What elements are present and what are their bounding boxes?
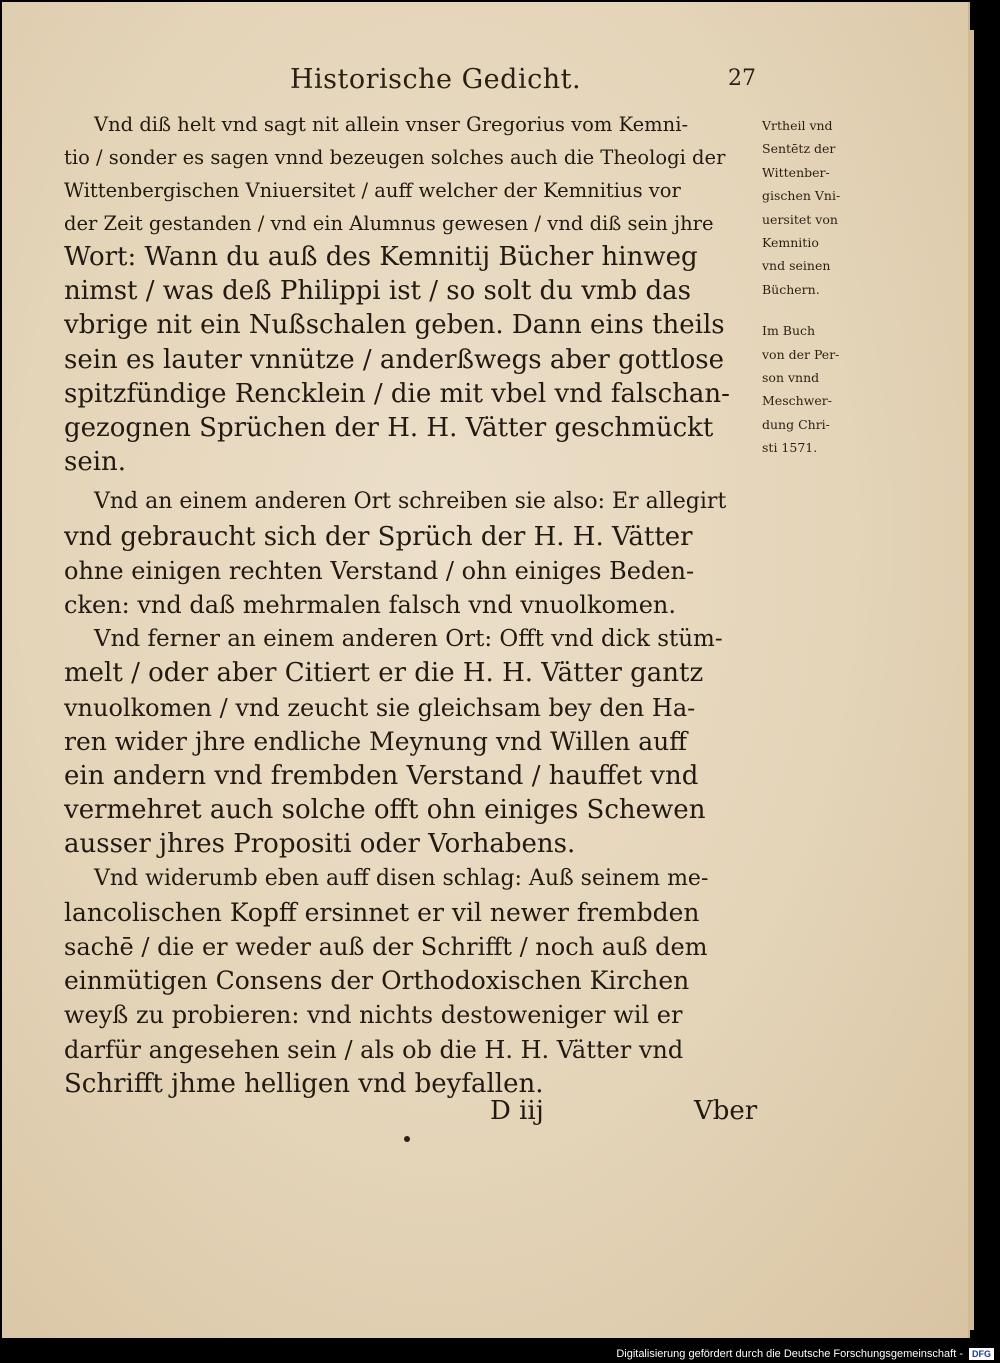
- text-line: ren wider jhre endliche Meynung vnd Willen auff: [64, 726, 687, 756]
- text-line: Vnd ferner an einem anderen Ort: Offt vnd dick stüm-: [94, 626, 723, 653]
- text-line: cken: vnd daß mehrmalen falsch vnd vnuolkomen.: [64, 591, 676, 620]
- text-line: ausser jhres Propositi oder Vorhabens.: [64, 829, 576, 860]
- text-line: vnd gebraucht sich der Sprüch der H. H. Vätter: [64, 521, 693, 552]
- marginal-line: gischen Vni-: [762, 188, 841, 204]
- paragraph: [64, 108, 764, 240]
- marginal-note: [762, 114, 882, 301]
- marginal-line: Wittenber-: [762, 164, 830, 180]
- marginal-line: uersitet von: [762, 211, 838, 227]
- signature-mark: D iij: [490, 1096, 544, 1126]
- marginal-line: von der Per-: [762, 346, 840, 362]
- page-header: [2, 64, 968, 104]
- digitization-footer: [600, 1344, 1000, 1363]
- marginal-line: Sentētz der: [762, 141, 836, 157]
- text-line: vermehret auch solche offt ohn einiges Schewen: [64, 795, 706, 826]
- marginal-line: Vrtheil vnd: [762, 118, 833, 133]
- marginal-line: vnd seinen: [762, 258, 831, 274]
- paragraph: [64, 622, 764, 861]
- marginal-line: dung Chri-: [762, 416, 830, 432]
- text-line: Vnd diß helt vnd sagt nit allein vnser Gregorius vom Kemni-: [94, 113, 689, 136]
- text-line: einmütigen Consens der Orthodoxischen Kirchen: [64, 966, 690, 996]
- text-line: weyß zu probieren: vnd nichts destoweniger wil er: [64, 1001, 683, 1030]
- main-text: [64, 108, 764, 1101]
- page-number: 27: [728, 66, 756, 91]
- text-line: lancolischen Kopff ersinnet er vil newer frembden: [64, 897, 700, 927]
- marginal-line: Büchern.: [762, 281, 820, 297]
- text-line: melt / oder aber Citiert er die H. H. Vätter gantz: [64, 658, 704, 689]
- marginal-line: sti 1571.: [762, 440, 818, 456]
- marginal-line: son vnnd: [762, 370, 820, 386]
- text-line: Vnd an einem anderen Ort schreiben sie also: Er allegirt: [94, 489, 727, 515]
- text-line: ein andern vnd frembden Verstand / hauffet vnd: [64, 761, 699, 792]
- text-line: Wittenbergischen Vniuersitet / auff welcher der Kemnitius vor: [64, 179, 681, 202]
- text-line: tio / sonder es sagen vnnd bezeugen solches auch die Theologi der: [64, 146, 726, 169]
- running-title: Historische Gedicht.: [290, 64, 582, 95]
- text-line: Wort: Wann du auß des Kemnitij Bücher hinweg: [64, 242, 698, 272]
- text-line: sein.: [64, 447, 127, 478]
- text-line: sein es lauter vnnütze / anderßwegs aber gottlose: [64, 344, 724, 375]
- text-line: der Zeit gestanden / vnd ein Alumnus gewesen / vnd diß sein jhre: [64, 212, 714, 235]
- catchword: Vber: [694, 1096, 758, 1126]
- ink-dot: [404, 1136, 410, 1142]
- text-line: spitzfündige Rencklein / die mit vbel vnd falschan-: [64, 378, 730, 409]
- marginal-line: Kemnitio: [762, 235, 819, 251]
- marginal-notes: [762, 114, 882, 478]
- book-page: [2, 2, 970, 1338]
- text-line: gezognen Sprüchen der H. H. Vätter geschmückt: [64, 413, 714, 444]
- marginal-line: Meschwer-: [762, 393, 832, 409]
- marginal-note: [762, 319, 882, 459]
- paragraph: [64, 485, 764, 622]
- paragraph: [64, 862, 764, 1101]
- text-line: vnuolkomen / vnd zeucht sie gleichsam bey den Ha-: [64, 693, 696, 722]
- text-line: Vnd widerumb eben auff disen schlag: Auß seinem me-: [94, 865, 709, 891]
- paragraph-quote: [64, 240, 764, 479]
- text-line: darfür angesehen sein / als ob die H. H. Vätter vnd: [64, 1035, 684, 1064]
- dfg-logo-icon: DFG: [969, 1348, 994, 1360]
- footer-credit: Digitalisierung gefördert durch die Deutsche Forschungsgemeinschaft -: [616, 1347, 963, 1360]
- text-line: Schrifft jhme helligen vnd beyfallen.: [64, 1068, 544, 1099]
- marginal-line: Im Buch: [762, 323, 816, 339]
- text-line: ohne einigen rechten Verstand / ohn einiges Beden-: [64, 556, 695, 585]
- text-line: sachē / die er weder auß der Schrifft / noch auß dem: [64, 933, 708, 962]
- page-edge: [968, 30, 974, 1330]
- text-line: nimst / was deß Philippi ist / so solt du vmb das: [64, 276, 691, 307]
- text-line: vbrige nit ein Nußschalen geben. Dann eins theils: [64, 310, 725, 341]
